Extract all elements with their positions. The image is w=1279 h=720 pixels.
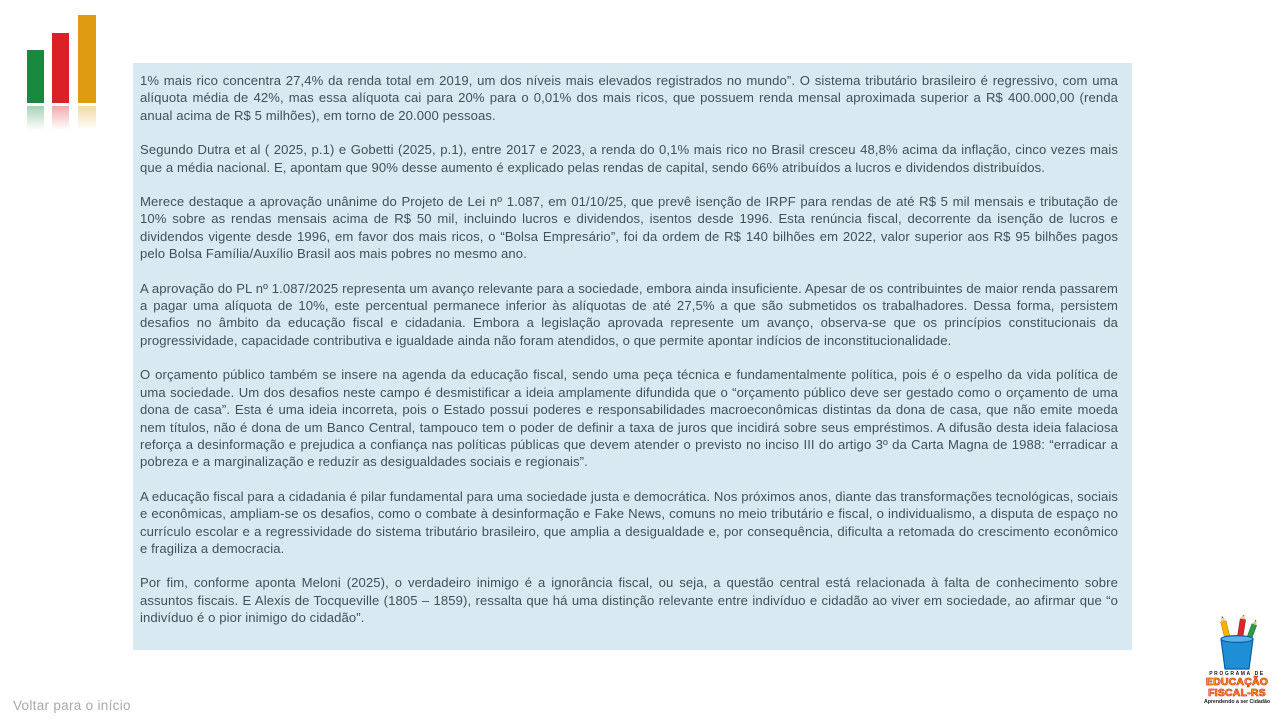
logo-text-programa-de: PROGRAMA DE: [1209, 671, 1265, 677]
bar-green-reflection: [27, 106, 44, 138]
slide-text-box: [133, 63, 1132, 650]
body-paragraph-7: Por fim, conforme aponta Meloni (2025), o verdadeiro inimigo é a ignorância fiscal, ou seja, a questão central está relacionada à falta de conhecimento sobre assuntos fiscais. E Alexis de Tocqueville (1805 – 1859), ressalta que há uma distinção relevante entre indivíduo e cidadão ao viver em sociedade, ao afirmar que “o indivíduo é o pior inimigo do cidadão”.: [140, 575, 1118, 626]
bar-chart-logo: [0, 0, 115, 145]
body-paragraph-6: A educação fiscal para a cidadania é pilar fundamental para uma sociedade justa e democrática. Nos próximos anos, diante das transformações tecnológicas, sociais e econômicas, ampliam-se os desafios, como o combate à desinformação e Fake News, comuns no meio tributário e fiscal, o individualismo, a disputa de espaço no currículo escolar e a regressividade do sistema tributário brasileiro, que amplia a desigualdade e, por consequência, dificulta a retomada do crescimento econômico e fragiliza a democracia.: [140, 488, 1118, 556]
pencil-cup-icon: [1211, 615, 1263, 671]
programa-educacao-fiscal-logo: [1204, 615, 1270, 717]
body-paragraph-5: O orçamento público também se insere na agenda da educação fiscal, sendo uma peça técnica e fundamentalmente política, pois é o espelho da vida política de uma sociedade. Um dos desafios neste campo é desmistificar a ideia amplamente difundida que o “orçamento público deve ser gestado como o orçamento de uma dona de casa”. Esta é uma ideia incorreta, pois o Estado possui poderes e responsabilidades macroeconômicas distintas da dona de casa, que não emite moeda nem títulos, não é dona de um Banco Central, tampouco tem o poder de definir a taxa de juros que incidirá sobre seus empréstimos. A difusão desta ideia falaciosa reforça a desinformação e prejudica a confiança nas políticas públicas que devem atender o previsto no inciso III do artigo 3º da Carta Magna de 1988: “erradicar a pobreza e a marginalização e reduzir as desigualdades sociais e regionais”.: [140, 367, 1118, 470]
logo-text-fiscal-rs: FISCAL-RS: [1208, 687, 1266, 700]
logo-text-educacao: EDUCAÇÃO: [1205, 676, 1269, 689]
body-paragraph-1: 1% mais rico concentra 27,4% da renda total em 2019, um dos níveis mais elevados registrados no mundo”. O sistema tributário brasileiro é regressivo, com uma alíquota média de 42%, mas essa alíquota cai para 20% para o 0,01% dos mais ricos, que possuem renda mensal aproximada superior a R$ 400.000,00 (renda anual acima de R$ 5 milhões), em torno de 20.000 pessoas.: [140, 73, 1118, 123]
back-to-start-link[interactable]: Voltar para o início: [13, 698, 131, 713]
bar-orange: [78, 15, 96, 103]
bar-green: [27, 50, 44, 103]
body-paragraph-4: A aprovação do PL nº 1.087/2025 representa um avanço relevante para a sociedade, embora ainda insuficiente. Apesar de os contribuintes de maior renda passarem a pagar uma alíquota de 10%, este percentual permanece inferior às alíquotas de até 27,5% a que são submetidos os trabalhadores. Dessa forma, persistem desafios no âmbito da educação fiscal e cidadania. Embora a legislação aprovada represente um avanço, observa-se que os princípios constitucionais da progressividade, capacidade contributiva e igualdade ainda não foram atendidos, o que permite apontar indícios de inconstitucionalidade.: [140, 280, 1118, 348]
logo-text-slogan: Aprendendo a ser Cidadão: [1204, 699, 1271, 706]
bar-orange-reflection: [78, 106, 96, 138]
bar-red: [52, 33, 69, 103]
body-paragraph-2: Segundo Dutra et al ( 2025, p.1) e Gobetti (2025, p.1), entre 2017 e 2023, a renda do 0,1% mais rico no Brasil cresceu 48,8% acima da inflação, cinco vezes mais que a média nacional. E, apontam que 90% desse aumento é explicado pelas rendas de capital, sendo 66% atribuídos a lucros e dividendos distribuídos.: [140, 142, 1118, 175]
bar-red-reflection: [52, 106, 69, 138]
body-paragraph-3: Merece destaque a aprovação unânime do Projeto de Lei nº 1.087, em 01/10/25, que prevê isenção de IRPF para rendas de até R$ 5 mil mensais e tributação de 10% sobre as rendas mensais acima de R$ 50 mil, incluindo lucros e dividendos, isentos desde 1996. Esta renúncia fiscal, decorrente da isenção de lucros e dividendos vigente desde 1996, em favor dos mais ricos, o “Bolsa Empresário”, foi da ordem de R$ 140 bilhões em 2022, valor superior aos R$ 95 bilhões pagos pelo Bolsa Família/Auxílio Brasil aos mais pobres no mesmo ano.: [140, 194, 1118, 262]
